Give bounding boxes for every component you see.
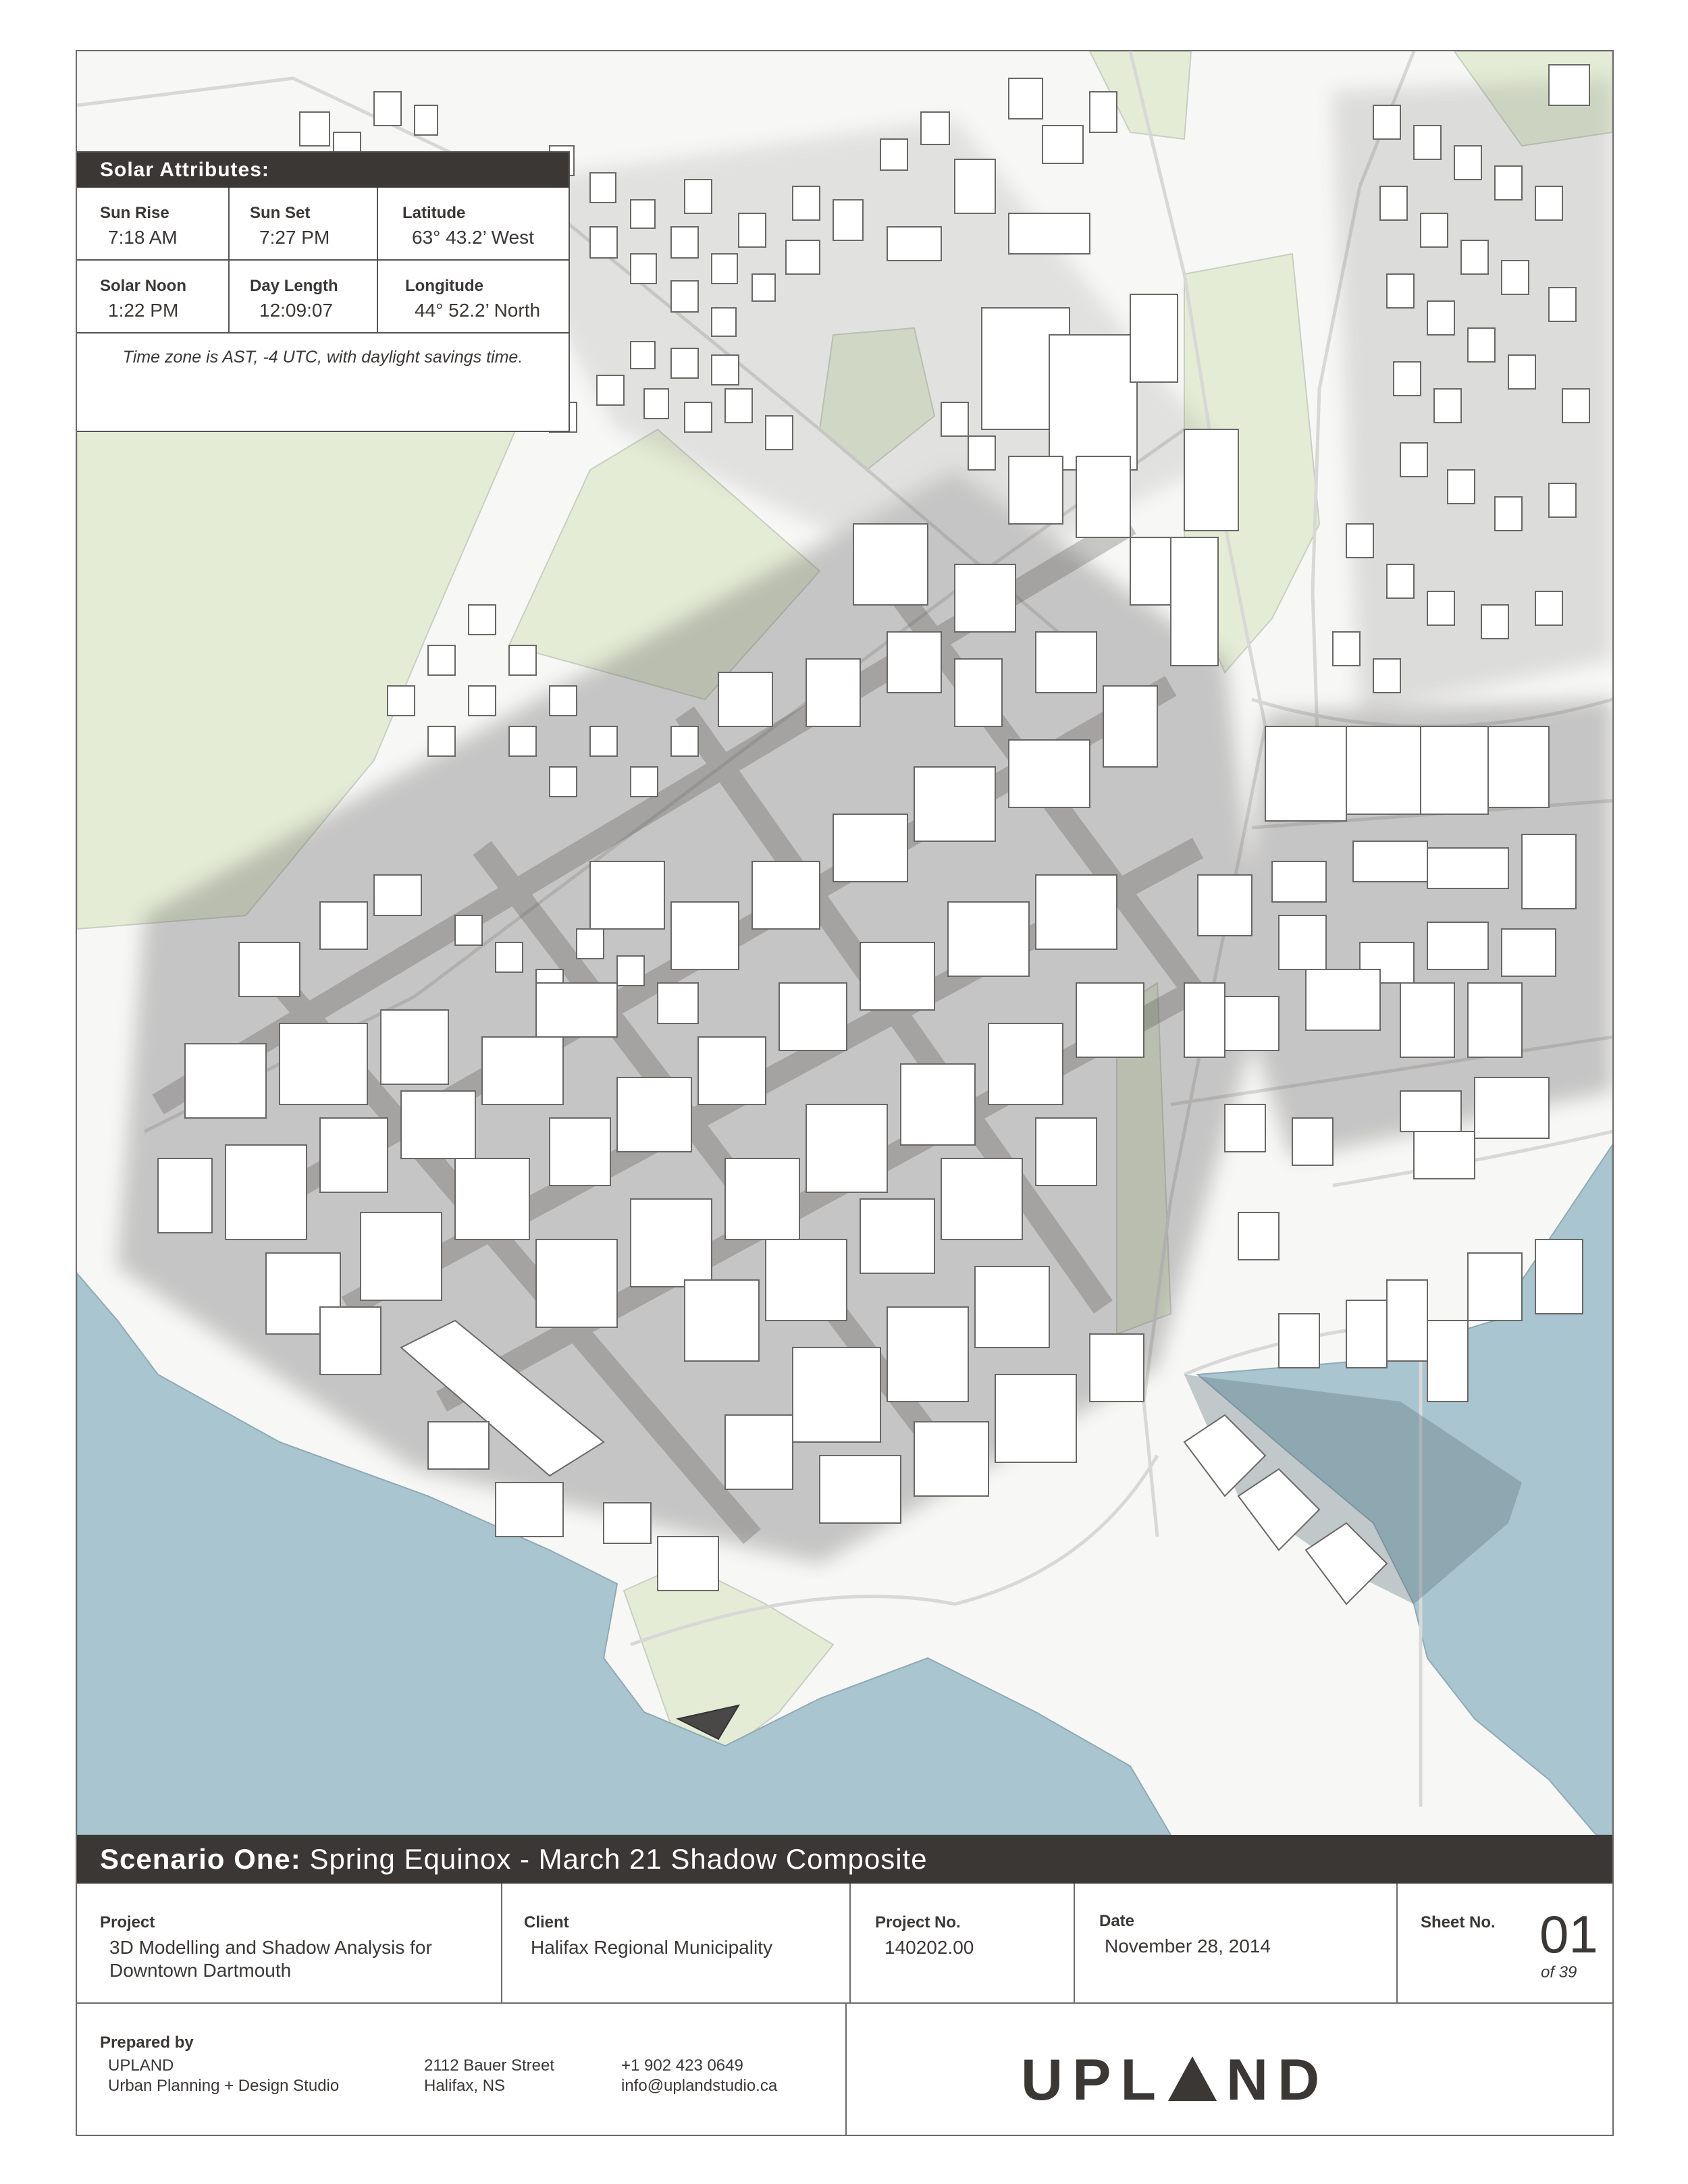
- day-length-value: 12:09:07: [259, 300, 333, 321]
- sunrise-label: Sun Rise: [100, 204, 169, 222]
- upland-logo: [1021, 2047, 1329, 2114]
- longitude-cell: [377, 261, 569, 332]
- latitude-value: 63° 43.2’ West: [412, 227, 534, 248]
- sunrise-cell: [77, 188, 228, 259]
- solar-attributes-panel: [77, 151, 570, 432]
- project-value-line1: 3D Modelling and Shadow Analysis for: [109, 1937, 432, 1958]
- address-line2: Halifax, NS: [424, 2077, 506, 2095]
- date-label: Date: [1099, 1912, 1135, 1930]
- scenario-label: Scenario One:: [100, 1843, 301, 1875]
- sheet-title-bar: [77, 1835, 1612, 1884]
- logo-text-left: UPL: [1021, 2048, 1165, 2112]
- sheet-total: of 39: [1541, 1963, 1577, 1981]
- email-address: info@uplandstudio.ca: [621, 2077, 778, 2095]
- sunset-label: Sun Set: [250, 204, 311, 222]
- prepared-by-footer: [77, 2004, 1612, 2136]
- project-number-cell: [849, 1884, 1074, 2002]
- longitude-value: 44° 52.2’ North: [415, 300, 541, 321]
- longitude-label: Longitude: [405, 277, 483, 295]
- sheet-number-value: 01: [1539, 1905, 1598, 1964]
- sunrise-value: 7:18 AM: [108, 227, 178, 248]
- project-value: [109, 1936, 432, 1982]
- logo-triangle-icon: [1168, 2056, 1217, 2101]
- sunset-value: 7:27 PM: [259, 227, 330, 248]
- sheet-number-cell: [1396, 1884, 1612, 2002]
- address-line1: 2112 Bauer Street: [424, 2056, 555, 2075]
- scenario-subtitle: Spring Equinox - March 21 Shadow Composite: [309, 1843, 928, 1875]
- solar-noon-cell: [77, 261, 228, 332]
- project-value-line2: Downtown Dartmouth: [109, 1960, 292, 1981]
- sunset-cell: [228, 188, 377, 259]
- client-label: Client: [524, 1913, 569, 1932]
- date-value: November 28, 2014: [1105, 1936, 1271, 1956]
- solar-row-1: [77, 188, 569, 261]
- project-number-value: 140202.00: [885, 1937, 974, 1958]
- day-length-cell: [228, 261, 377, 332]
- project-number-label: Project No.: [875, 1913, 961, 1932]
- org-description: Urban Planning + Design Studio: [108, 2077, 340, 2095]
- title-block-info: [77, 1884, 1612, 2004]
- solar-attributes-heading: Solar Attributes:: [77, 153, 569, 188]
- solar-noon-value: 1:22 PM: [108, 300, 179, 321]
- client-value: Halifax Regional Municipality: [531, 1937, 772, 1958]
- phone-number: +1 902 423 0649: [621, 2056, 743, 2075]
- project-cell: [77, 1884, 501, 2002]
- logo-text-right: ND: [1226, 2048, 1329, 2112]
- date-cell: [1074, 1884, 1396, 2002]
- day-length-label: Day Length: [250, 277, 338, 295]
- sheet-number-label: Sheet No.: [1421, 1913, 1496, 1932]
- org-name: UPLAND: [108, 2056, 174, 2075]
- prepared-by-block: [77, 2004, 847, 2136]
- solar-row-2: [77, 261, 569, 334]
- prepared-by-label: Prepared by: [100, 2033, 194, 2052]
- drawing-sheet: [76, 50, 1614, 2136]
- latitude-label: Latitude: [402, 204, 466, 222]
- timezone-note: Time zone is AST, -4 UTC, with daylight savings time.: [122, 348, 523, 367]
- solar-noon-label: Solar Noon: [100, 277, 187, 295]
- latitude-cell: [377, 188, 569, 259]
- client-cell: [501, 1884, 849, 2002]
- project-label: Project: [100, 1913, 155, 1932]
